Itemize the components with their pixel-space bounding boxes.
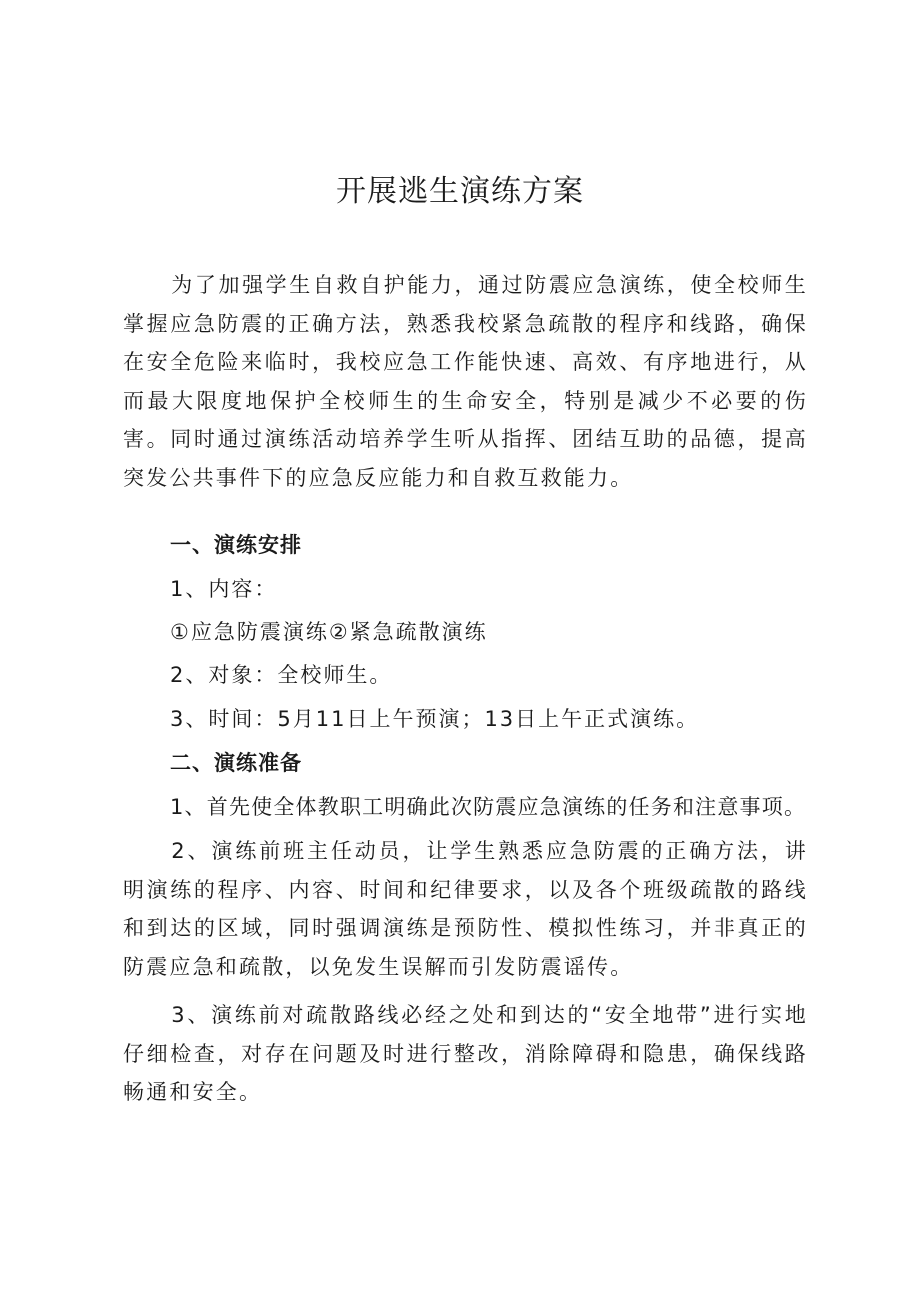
- section-1-item-2: 2、对象：全校师生。: [170, 663, 393, 687]
- section-2-item-3: 3、演练前对疏散路线必经之处和到达的“安全地带”进行实地仔细检查，对存在问题及时进行整改，消除障碍和隐患，确保线路畅通和安全。: [123, 1003, 808, 1104]
- section-1-item-1-detail: ①应急防震演练②紧急疏散演练: [170, 620, 488, 644]
- section-1-item-3: 3、时间：5月11日上午预演；13日上午正式演练。: [170, 707, 700, 731]
- section-2-heading: 二、演练准备: [170, 751, 302, 775]
- section-2-item-1: 1、首先使全体教职工明确此次防震应急演练的任务和注意事项。: [170, 795, 807, 819]
- section-1-item-1: 1、内容：: [170, 577, 278, 601]
- section-2-item-2: 2、演练前班主任动员，让学生熟悉应急防震的正确方法，讲明演练的程序、内容、时间和纪律要求，以及各个班级疏散的路线和到达的区域，同时强调演练是预防性、模拟性练习，并非真正的防震应急和疏散，以免发生误解而引发防震谣传。: [123, 839, 808, 979]
- intro-paragraph: 为了加强学生自救自护能力，通过防震应急演练，使全校师生掌握应急防震的正确方法，熟悉我校紧急疏散的程序和线路，确保在安全危险来临时，我校应急工作能快速、高效、有序地进行，从而最大限度地保护全校师生的生命安全，特别是减少不必要的伤害。同时通过演练活动培养学生听从指挥、团结互助的品德，提高突发公共事件下的应急反应能力和自救互救能力。: [123, 273, 808, 490]
- section-1-heading: 一、演练安排: [170, 533, 302, 557]
- document-title: 开展逃生演练方案: [336, 174, 584, 209]
